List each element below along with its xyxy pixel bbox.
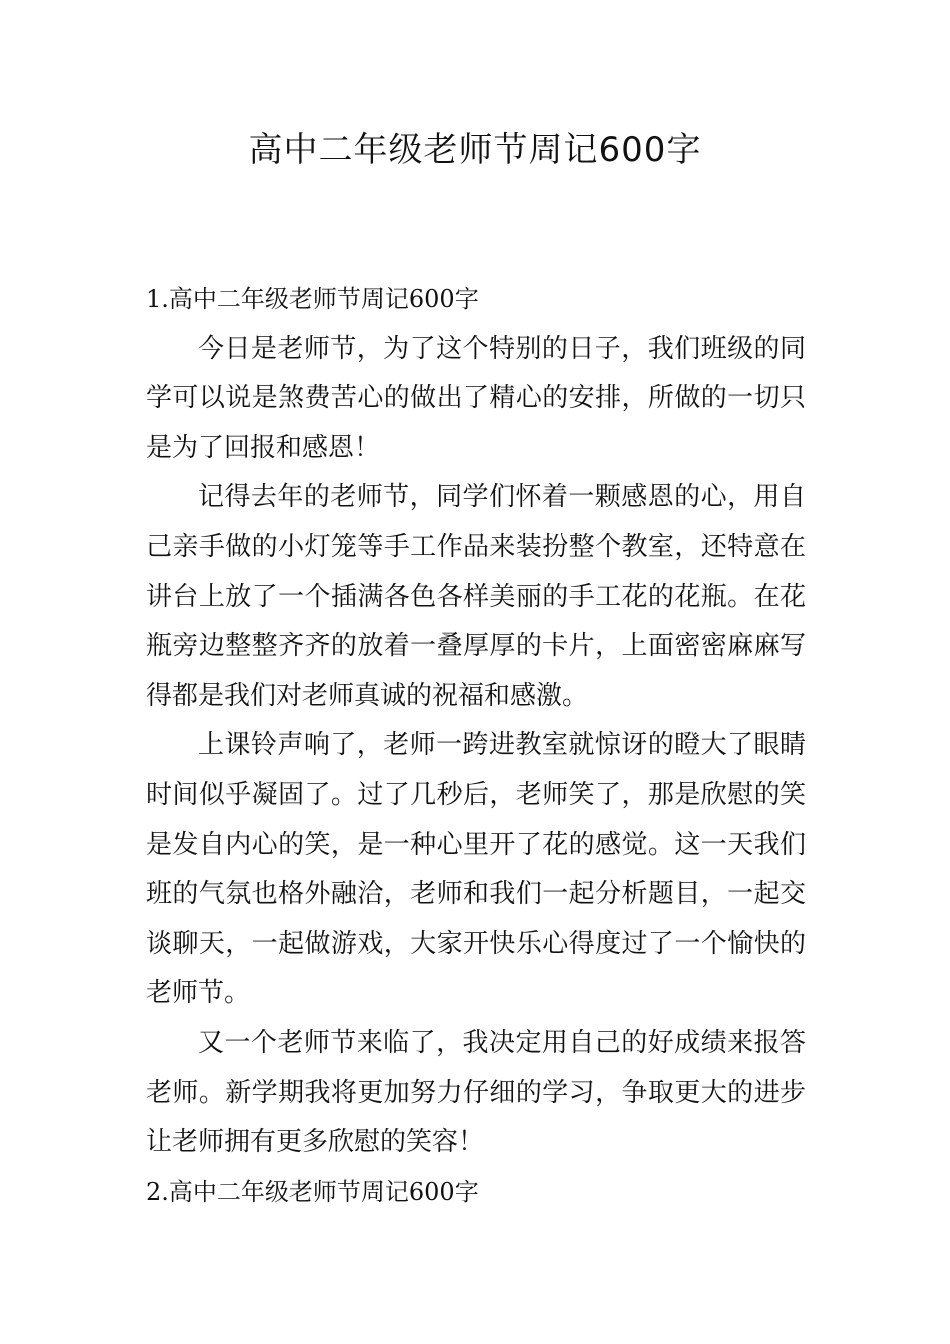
document-title: 高中二年级老师节周记600字 [248, 130, 702, 170]
paragraph-4: 又一个老师节来临了，我决定用自己的好成绩来报答老师。新学期我将更加努力仔细的学习，争取更大的进步让老师拥有更多欣慰的笑容！ [146, 1027, 806, 1158]
section-heading-1: 1.高中二年级老师节周记600字 [146, 285, 479, 313]
paragraph-1: 今日是老师节，为了这个特别的日子，我们班级的同学可以说是煞费苦心的做出了精心的安排，所做的一切只是为了回报和感恩！ [146, 333, 806, 463]
paragraph-3: 上课铃声响了，老师一跨进教室就惊讶的瞪大了眼睛时间似乎凝固了。过了几秒后，老师笑了，那是欣慰的笑是发自内心的笑，是一种心里开了花的感觉。这一天我们班的气氛也格外融洽，老师和我们一起分析题目，一起交谈聊天，一起做游戏，大家开快乐心得度过了一个愉快的老师节。 [146, 730, 806, 1009]
section-heading-2: 2.高中二年级老师节周记600字 [146, 1177, 479, 1206]
document-body [146, 275, 806, 1217]
paragraph-2: 记得去年的老师节，同学们怀着一颗感恩的心，用自己亲手做的小灯笼等手工作品来装扮整个教室，还特意在讲台上放了一个插满各色各样美丽的手工花的花瓶。在花瓶旁边整整齐齐的放着一叠厚厚的卡片，上面密密麻麻写得都是我们对老师真诚的祝福和感激。 [146, 482, 806, 711]
